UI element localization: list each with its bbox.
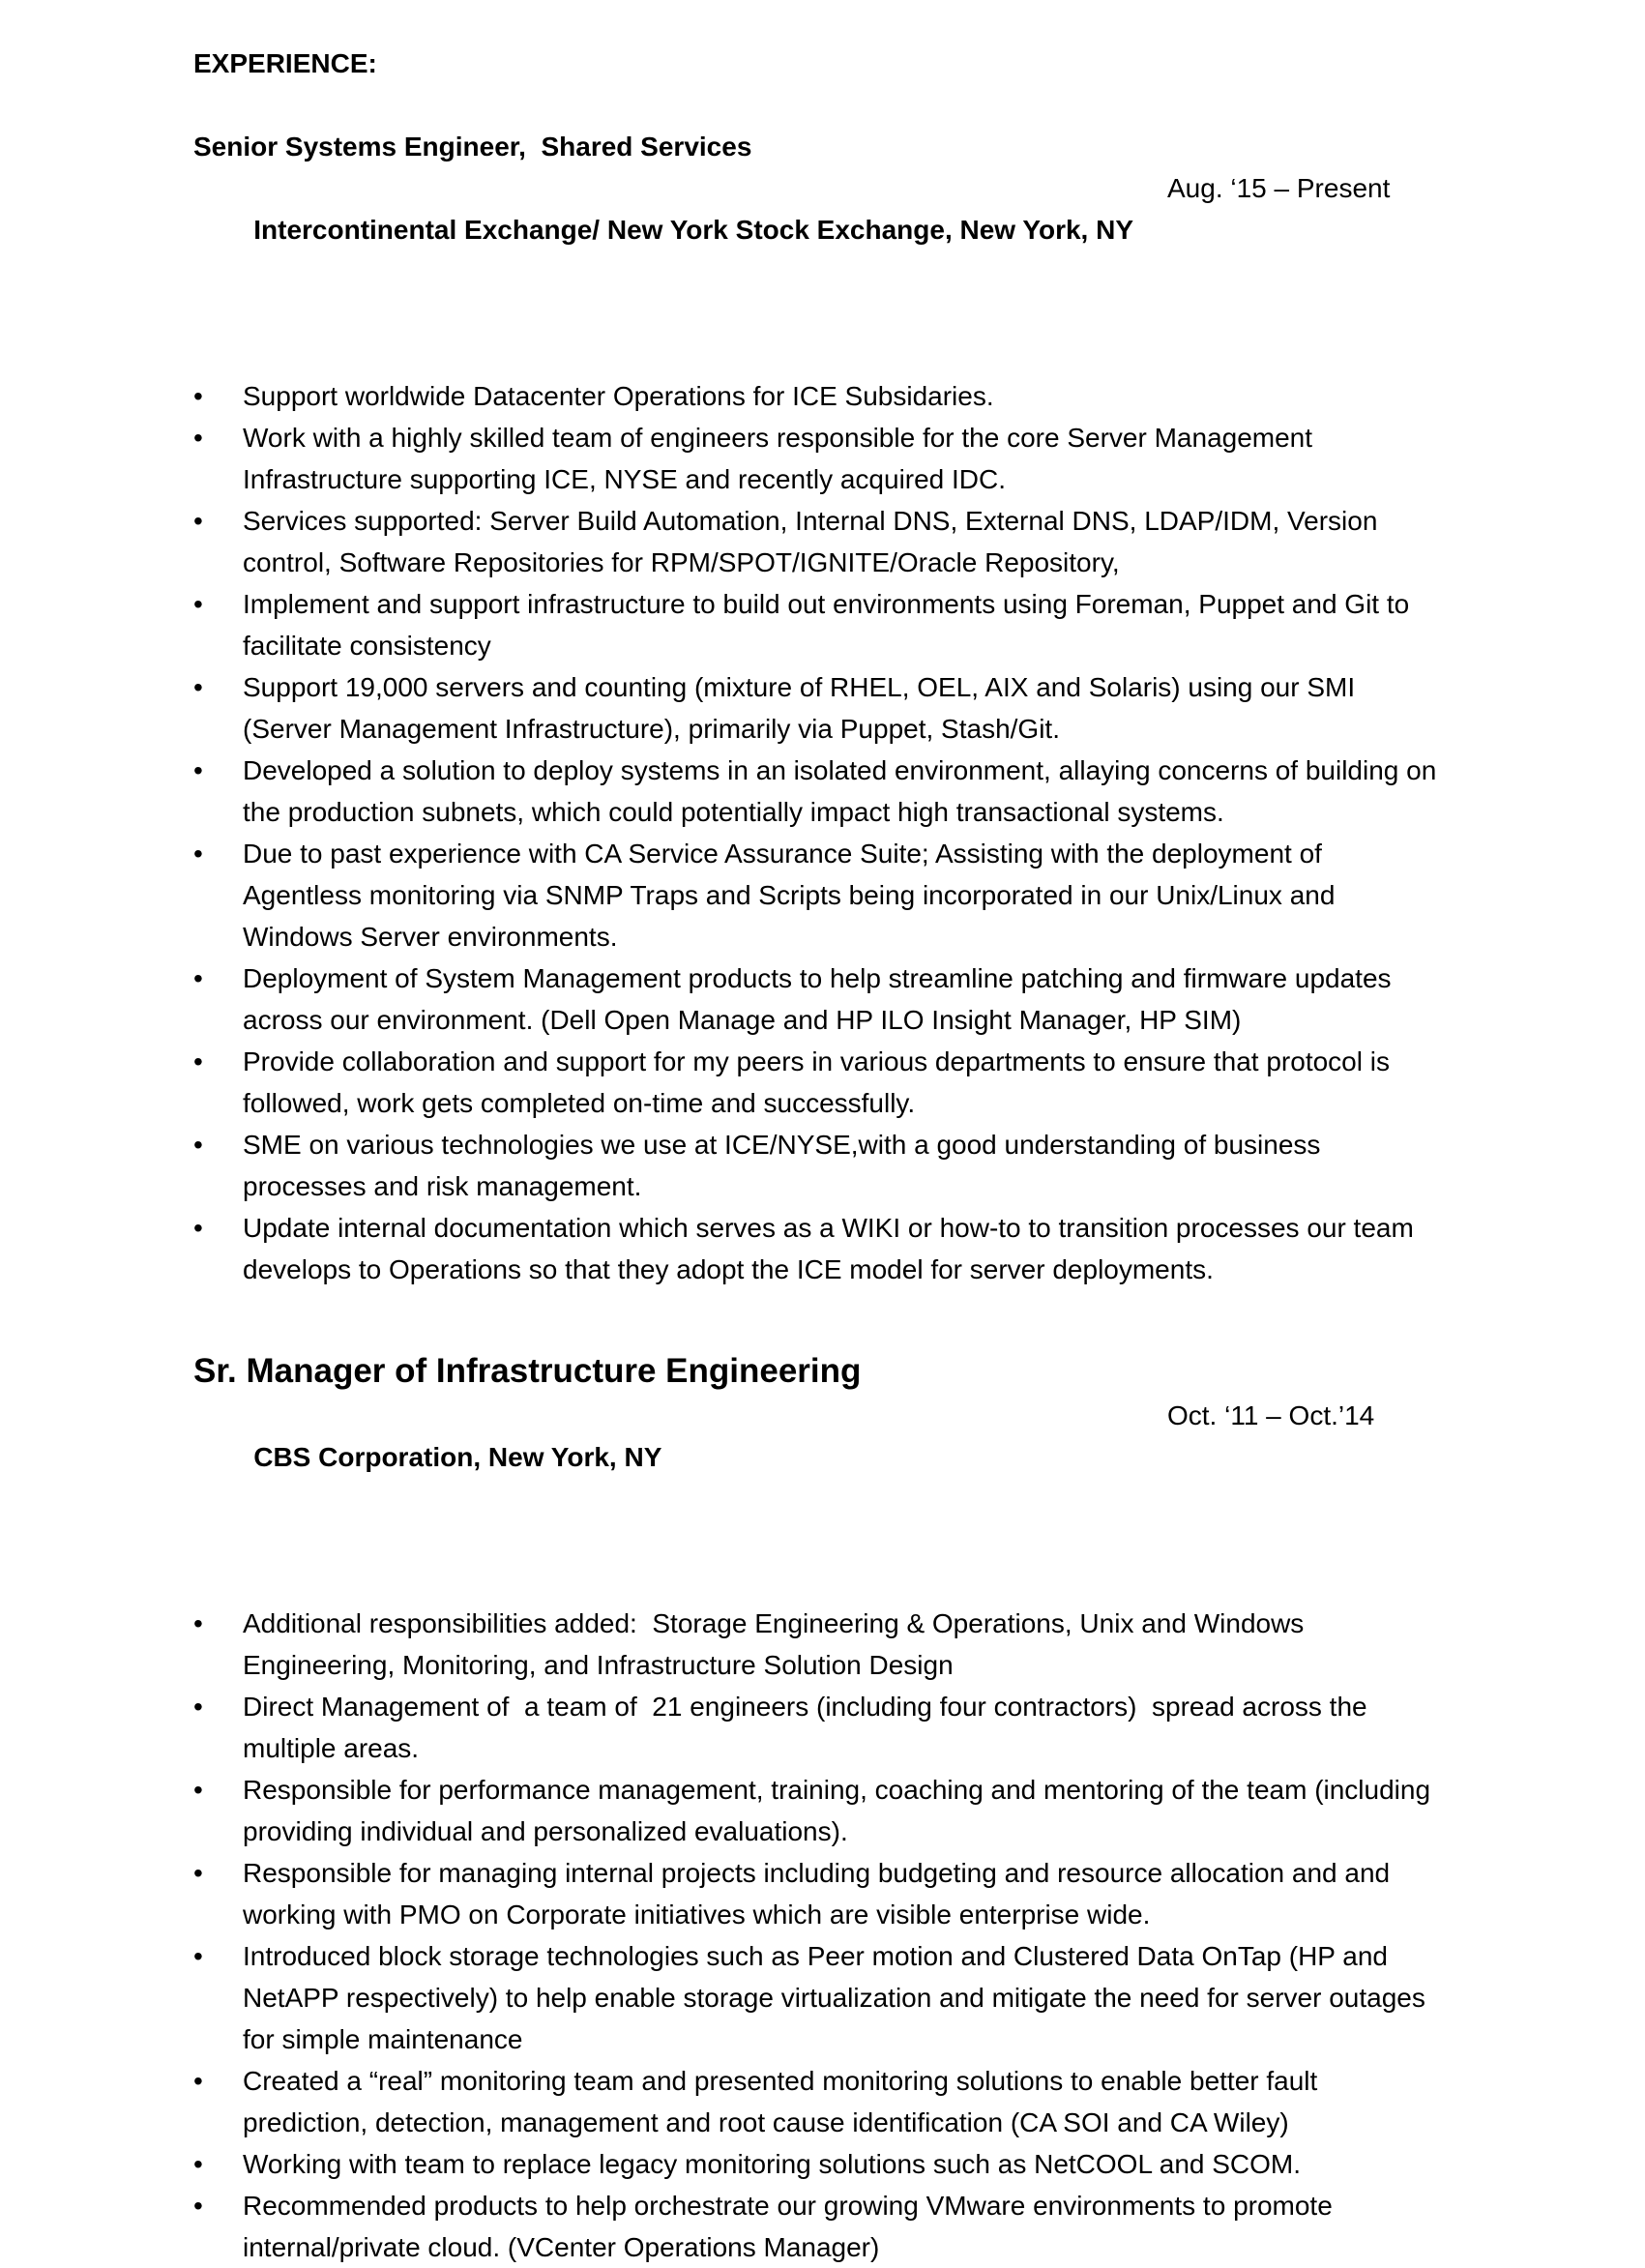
bullet-icon: • (193, 2149, 203, 2179)
bullet-icon: • (193, 1858, 203, 1888)
job1-dates: Aug. ‘15 – Present (1167, 173, 1391, 203)
bullet-icon: • (193, 589, 203, 619)
bullet-text: Working with team to replace legacy monitoring solutions such as NetCOOL and SCOM. (243, 2149, 1302, 2179)
bullet-icon: • (193, 423, 203, 453)
bullet-text: Recommended products to help orchestrate our growing VMware environments to promote internal/private cloud. (VCenter Operations Manager) (243, 2191, 1340, 2262)
list-item (193, 2060, 1443, 2143)
bullet-text: SME on various technologies we use at ICE/NYSE,with a good understanding of business processes and risk management. (243, 1130, 1329, 1201)
bullet-text: Support 19,000 servers and counting (mixture of RHEL, OEL, AIX and Solaris) using our SMI (Server Management Infrastructure), primarily via Puppet, Stash/Git. (243, 672, 1363, 744)
bullet-icon: • (193, 963, 203, 993)
list-item (193, 1852, 1443, 1935)
list-item (193, 1207, 1443, 1290)
list-item (193, 583, 1443, 666)
list-item (193, 1769, 1443, 1852)
bullet-text: Support worldwide Datacenter Operations for ICE Subsidaries. (243, 381, 994, 411)
list-item (193, 2185, 1443, 2268)
list-item (193, 957, 1443, 1041)
bullet-text: Responsible for managing internal projects including budgeting and resource allocation and and working with PMO on Corporate initiatives which are visible enterprise wide. (243, 1858, 1397, 1929)
list-item (193, 500, 1443, 583)
list-item (193, 750, 1443, 833)
bullet-icon: • (193, 506, 203, 536)
job2-title: Sr. Manager of Infrastructure Engineering (193, 1352, 862, 1390)
bullet-text: Provide collaboration and support for my peers in various departments to ensure that protocol is followed, work gets completed on-time and successfully. (243, 1046, 1397, 1118)
bullet-text: Introduced block storage technologies such as Peer motion and Clustered Data OnTap (HP and NetAPP respectively) to help enable storage virtualization and mitigate the need for server outages for simple maintenance (243, 1941, 1433, 2054)
job2-dates: Oct. ‘11 – Oct.’14 (1167, 1400, 1375, 1430)
bullet-icon: • (193, 1692, 203, 1722)
bullet-icon: • (193, 1130, 203, 1160)
job1-company-line (193, 167, 1443, 334)
list-item (193, 2143, 1443, 2185)
bullet-text: Implement and support infrastructure to build out environments using Foreman, Puppet and Git to facilitate consistency (243, 589, 1417, 661)
bullet-text: Responsible for performance management, training, coaching and mentoring of the team (including providing individual and personalized evaluations). (243, 1775, 1438, 1846)
list-item (193, 833, 1443, 957)
bullet-icon: • (193, 1046, 203, 1076)
list-item (193, 1935, 1443, 2060)
job1-title: Senior Systems Engineer, Shared Services (193, 132, 752, 162)
section-heading-experience: EXPERIENCE: (193, 48, 377, 78)
bullet-icon: • (193, 755, 203, 785)
job1-header (193, 126, 1443, 334)
list-item (193, 666, 1443, 750)
bullet-icon: • (193, 839, 203, 869)
job2-header (193, 1348, 1443, 1561)
bullet-icon: • (193, 672, 203, 702)
resume-content (193, 0, 1443, 2268)
bullet-text: Due to past experience with CA Service Assurance Suite; Assisting with the deployment of Agentless monitoring via SNMP Traps and Scripts being incorporated in our Unix/Linux and Windows Server environments. (243, 839, 1343, 952)
job2-company-line (193, 1395, 1443, 1561)
job2-bullet-list (193, 1603, 1443, 2268)
bullet-text: Developed a solution to deploy systems in an isolated environment, allaying concerns of building on the production subnets, which could potentially impact high transactional systems. (243, 755, 1445, 827)
bullet-icon: • (193, 2191, 203, 2221)
list-item (193, 1686, 1443, 1769)
bullet-icon: • (193, 2066, 203, 2096)
list-item (193, 417, 1443, 500)
list-item (193, 1124, 1443, 1207)
list-item (193, 375, 1443, 417)
bullet-text: Created a “real” monitoring team and presented monitoring solutions to enable better fault prediction, detection, management and root cause identification (CA SOI and CA Wiley) (243, 2066, 1326, 2137)
bullet-text: Work with a highly skilled team of engineers responsible for the core Server Management Infrastructure supporting ICE, NYSE and recently acquired IDC. (243, 423, 1320, 494)
bullet-text: Additional responsibilities added: Storage Engineering & Operations, Unix and Windows Engineering, Monitoring, and Infrastructure Solution Design (243, 1608, 1312, 1680)
list-item (193, 1041, 1443, 1124)
job1-company: Intercontinental Exchange/ New York Stock Exchange, New York, NY (253, 215, 1133, 245)
job1-bullet-list (193, 375, 1443, 1290)
list-item (193, 1603, 1443, 1686)
bullet-icon: • (193, 381, 203, 411)
bullet-icon: • (193, 1608, 203, 1638)
bullet-text: Deployment of System Management products to help streamline patching and firmware updates across our environment. (Dell Open Manage and HP ILO Insight Manager, HP SIM) (243, 963, 1399, 1035)
bullet-text: Update internal documentation which serves as a WIKI or how-to to transition processes our team develops to Operations so that they adopt the ICE model for server deployments. (243, 1213, 1422, 1284)
bullet-text: Services supported: Server Build Automation, Internal DNS, External DNS, LDAP/IDM, Version control, Software Repositories for RPM/SPOT/IGNITE/Oracle Repository, (243, 506, 1386, 577)
bullet-icon: • (193, 1775, 203, 1805)
job2-company: CBS Corporation, New York, NY (253, 1442, 662, 1472)
bullet-icon: • (193, 1213, 203, 1243)
bullet-text: Direct Management of a team of 21 engineers (including four contractors) spread across the multiple areas. (243, 1692, 1375, 1763)
bullet-icon: • (193, 1941, 203, 1971)
